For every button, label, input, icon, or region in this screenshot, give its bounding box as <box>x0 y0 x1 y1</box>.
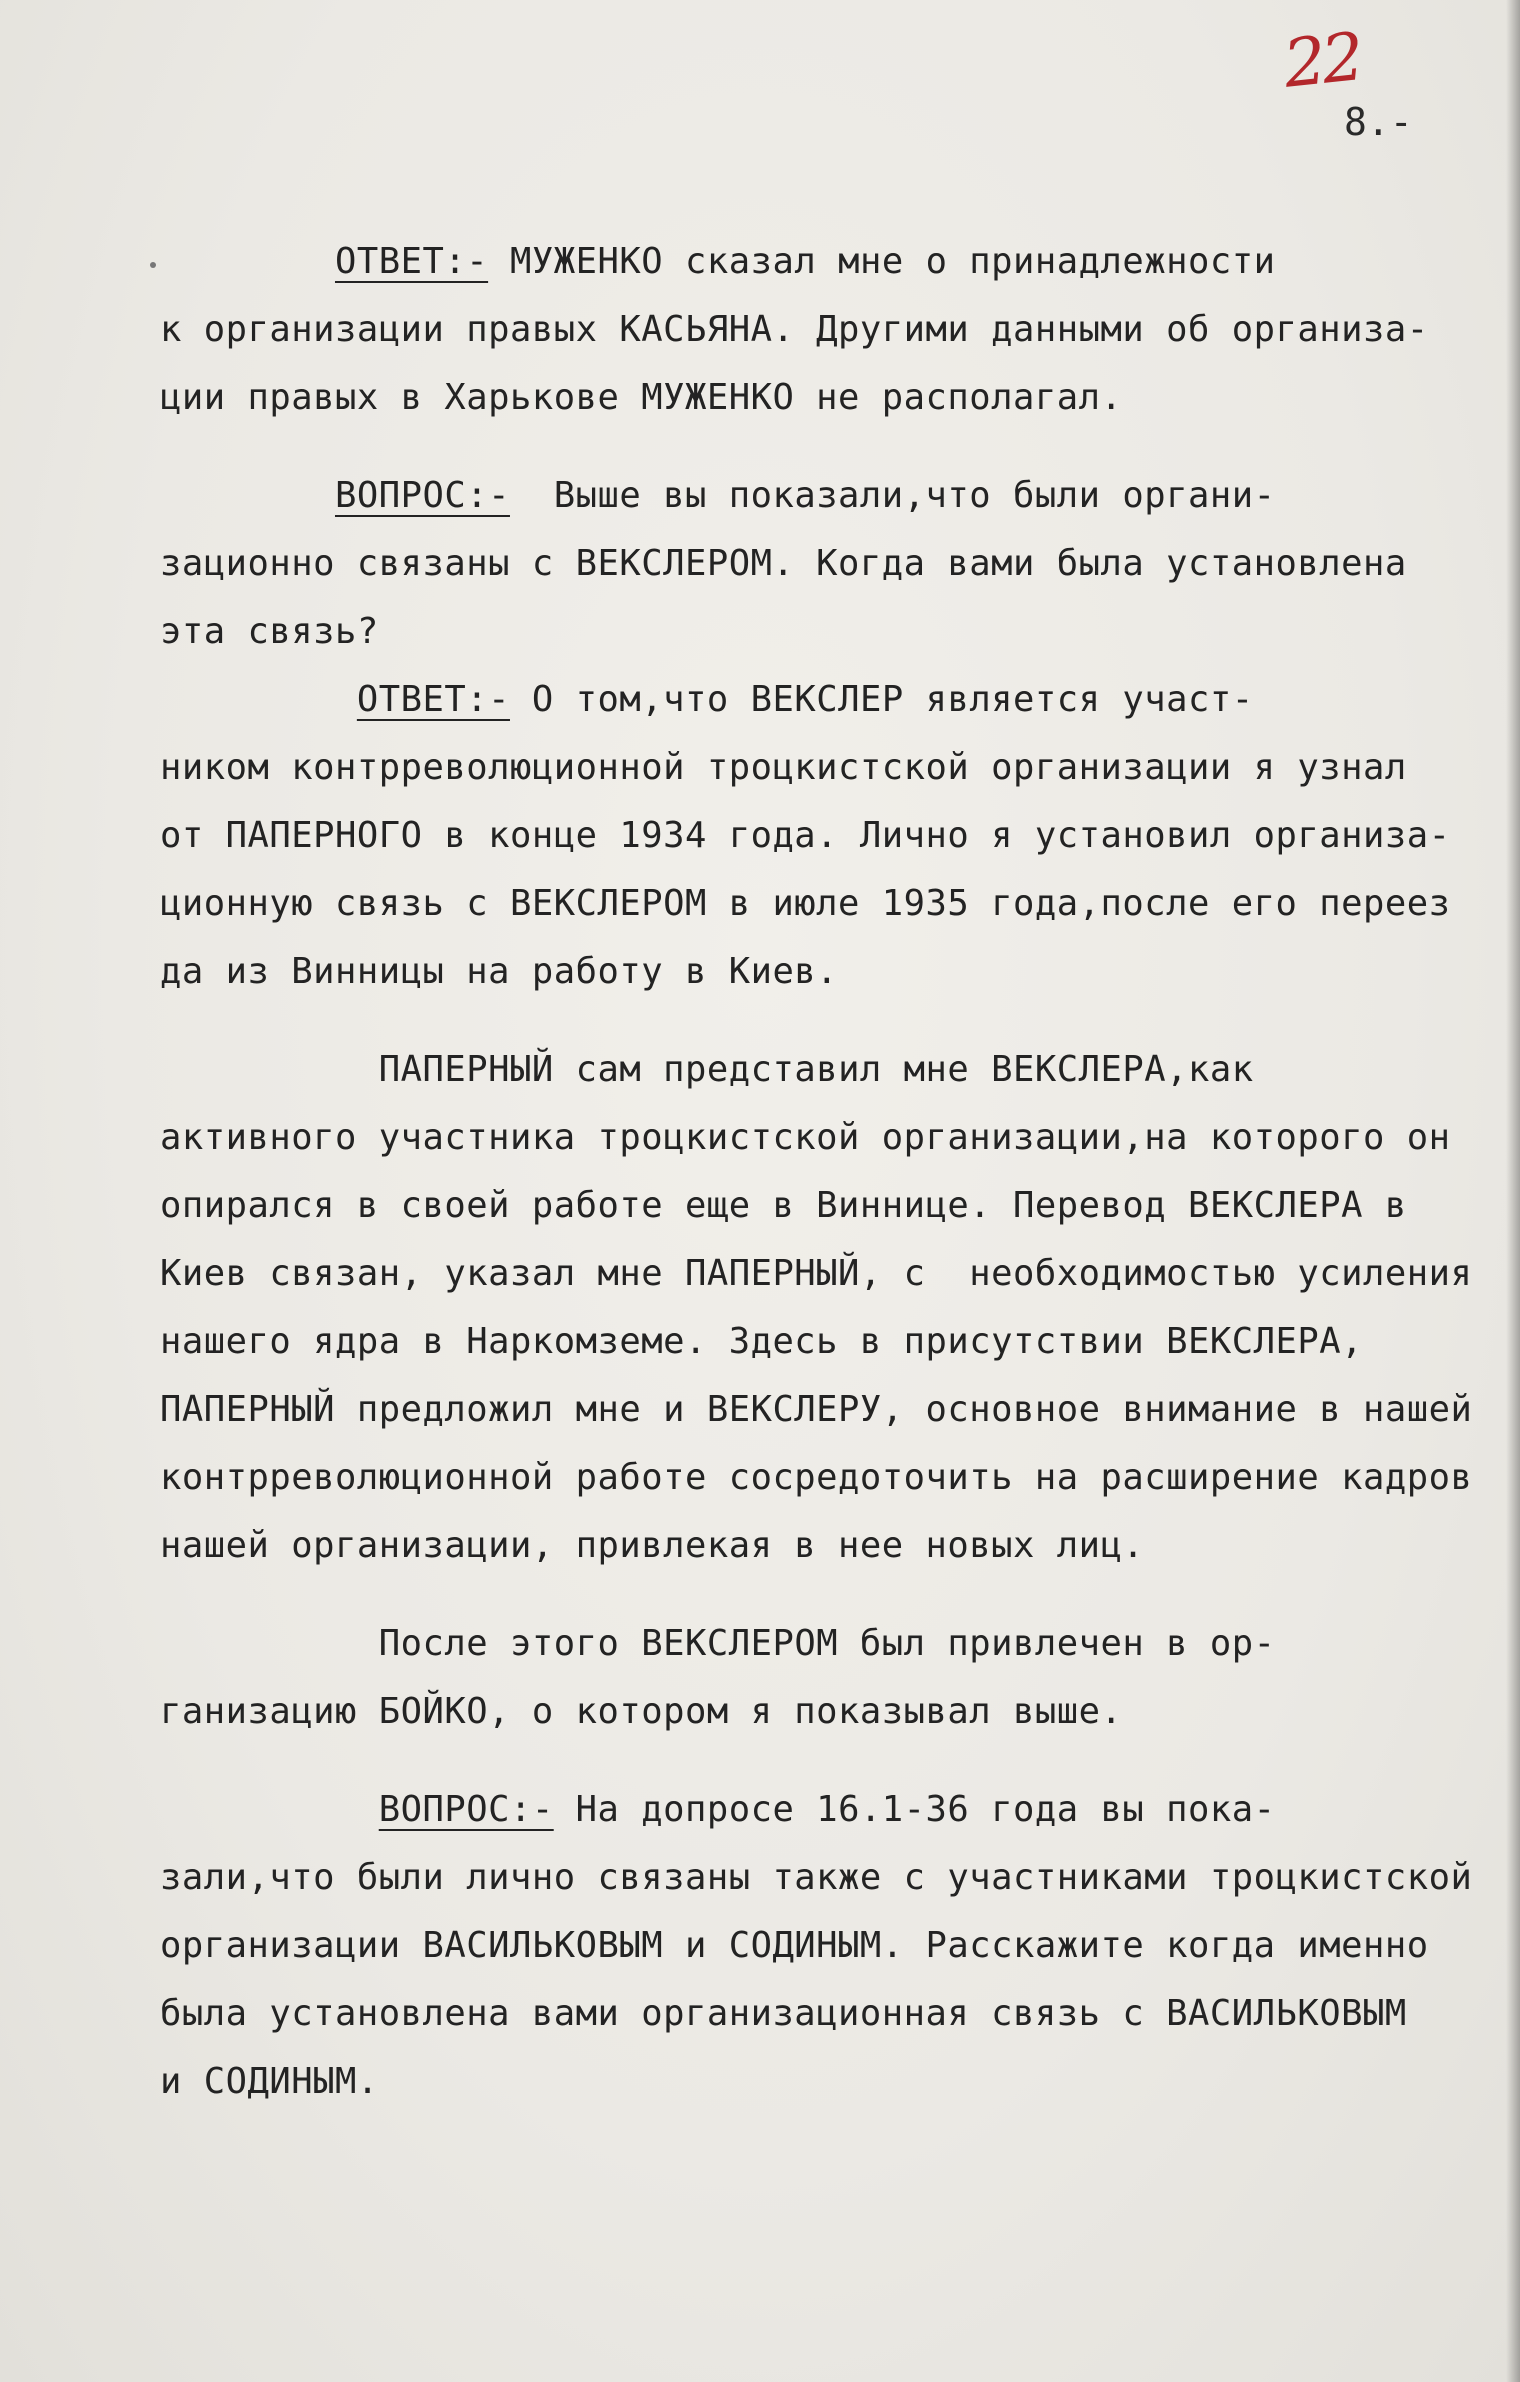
line-text: и СОДИНЫМ. <box>160 2061 379 2102</box>
paragraph <box>160 1036 1500 1580</box>
text-line <box>160 1172 1500 1240</box>
line-text: зали,что были лично связаны также с участниками троцкистской <box>160 1857 1473 1898</box>
line-text: опирался в своей работе еще в Виннице. Перевод ВЕКСЛЕРА в <box>160 1185 1407 1226</box>
line-text: к организации правых КАСЬЯНА. Другими данными об организа- <box>160 309 1429 350</box>
line-text: от ПАПЕРНОГО в конце 1934 года. Лично я установил организа- <box>160 815 1451 856</box>
speaker-label: ВОПРОС:- <box>378 1789 554 1830</box>
text-line <box>160 938 1500 1006</box>
page-number: 8.- <box>1344 100 1413 144</box>
text-line <box>160 666 1500 734</box>
line-text: Выше вы показали,что были органи- <box>509 475 1276 516</box>
paragraph-gap <box>160 1006 1500 1036</box>
line-text: нашей организации, привлекая в нее новых лиц. <box>160 1525 1145 1566</box>
line-text: контрреволюционной работе сосредоточить на расширение кадров <box>160 1457 1473 1498</box>
text-line <box>160 1104 1500 1172</box>
speaker-label: ВОПРОС:- <box>334 475 510 516</box>
text-line <box>160 364 1500 432</box>
line-text: эта связь? <box>160 611 379 652</box>
text-line <box>160 228 1500 296</box>
text-line <box>160 1036 1500 1104</box>
text-line <box>160 530 1500 598</box>
paragraph-gap <box>160 1580 1500 1610</box>
text-line <box>160 2048 1500 2116</box>
text-line <box>160 1912 1500 1980</box>
paragraph <box>160 1776 1500 2116</box>
paragraph <box>160 1610 1500 1746</box>
text-line <box>160 734 1500 802</box>
text-line <box>160 1240 1500 1308</box>
archive-page-number: 22 <box>1280 18 1364 103</box>
line-text: МУЖЕНКО сказал мне о принадлежности <box>488 241 1276 282</box>
text-line <box>160 1376 1500 1444</box>
line-text: была установлена вами организационная связь с ВАСИЛЬКОВЫМ <box>160 1993 1407 2034</box>
text-line <box>160 1512 1500 1580</box>
line-text: ганизацию БОЙКО, о котором я показывал выше. <box>160 1691 1123 1732</box>
line-text: да из Винницы на работу в Киев. <box>160 951 839 992</box>
line-text: Киев связан, указал мне ПАПЕРНЫЙ, с необходимостью усиления <box>160 1253 1473 1294</box>
speaker-label: ОТВЕТ:- <box>356 679 510 720</box>
text-line <box>160 1308 1500 1376</box>
line-text: О том,что ВЕКСЛЕР является участ- <box>509 679 1254 720</box>
line-text: После этого ВЕКСЛЕРОМ был привлечен в ор- <box>378 1623 1276 1664</box>
text-line <box>160 598 1500 666</box>
text-line <box>160 1444 1500 1512</box>
text-line <box>160 462 1500 530</box>
line-text: активного участника троцкистской организации,на которого он <box>160 1117 1451 1158</box>
line-text: ником контрреволюционной троцкистской организации я узнал <box>160 747 1407 788</box>
line-text: организации ВАСИЛЬКОВЫМ и СОДИНЫМ. Расскажите когда именно <box>160 1925 1429 1966</box>
paragraph-gap <box>160 1746 1500 1776</box>
text-line <box>160 296 1500 364</box>
paragraph <box>160 666 1500 1006</box>
text-line <box>160 1610 1500 1678</box>
interrogation-text <box>160 228 1500 2116</box>
line-text: На допросе 16.1-36 года вы пока- <box>553 1789 1276 1830</box>
text-line <box>160 1776 1500 1844</box>
paragraph <box>160 228 1500 432</box>
paragraph <box>160 462 1500 666</box>
page-edge-shadow <box>1506 0 1520 2382</box>
line-text: ции правых в Харькове МУЖЕНКО не располагал. <box>160 377 1123 418</box>
line-text: зационно связаны с ВЕКСЛЕРОМ. Когда вами была установлена <box>160 543 1407 584</box>
paragraph-gap <box>160 432 1500 462</box>
line-text: ПАПЕРНЫЙ сам представил мне ВЕКСЛЕРА,как <box>378 1049 1254 1090</box>
text-line <box>160 1844 1500 1912</box>
line-text: ционную связь с ВЕКСЛЕРОМ в июле 1935 года,после его переез <box>160 883 1451 924</box>
line-text: ПАПЕРНЫЙ предложил мне и ВЕКСЛЕРУ, основное внимание в нашей <box>160 1389 1473 1430</box>
text-line <box>160 1678 1500 1746</box>
margin-mark <box>150 262 156 268</box>
line-text: нашего ядра в Наркомземе. Здесь в присутствии ВЕКСЛЕРА, <box>160 1321 1364 1362</box>
speaker-label: ОТВЕТ:- <box>334 241 489 282</box>
text-line <box>160 802 1500 870</box>
text-line <box>160 870 1500 938</box>
text-line <box>160 1980 1500 2048</box>
